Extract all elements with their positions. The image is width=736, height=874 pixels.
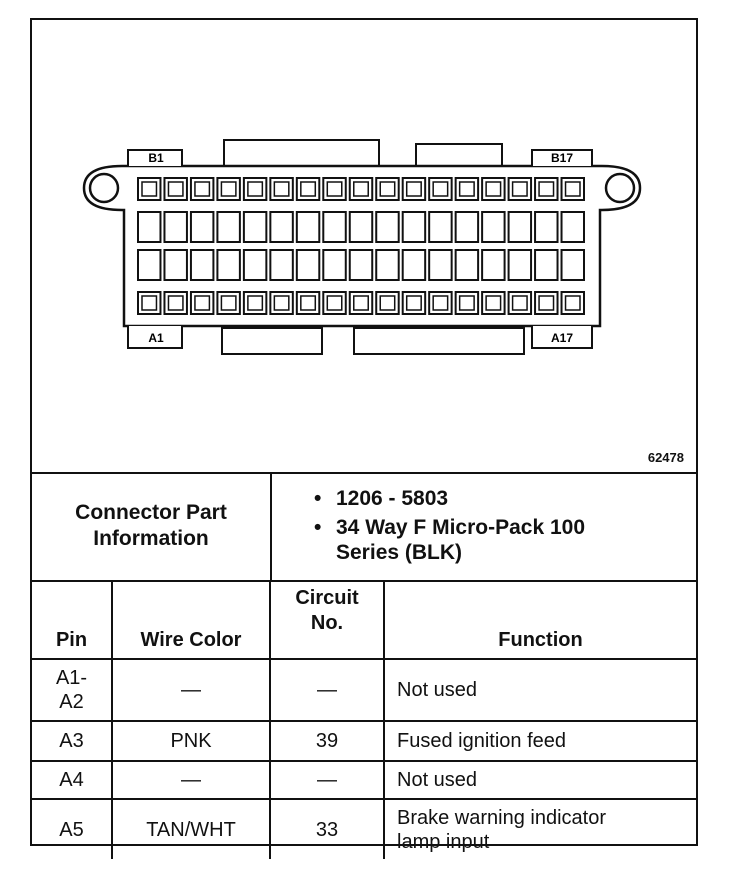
b-row-terminal-contact — [513, 182, 527, 196]
upper-cavity — [376, 212, 398, 242]
upper-cavity — [323, 212, 345, 242]
info-item-description — [272, 515, 692, 565]
lower-cavity — [244, 250, 266, 280]
wire-color-cell: PNK — [112, 721, 270, 761]
lower-cavity — [270, 250, 292, 280]
b-row-terminal-contact — [221, 182, 235, 196]
a-row-terminal-contact — [486, 296, 500, 310]
a-row-terminal-contact — [274, 296, 288, 310]
function-cell — [384, 799, 696, 859]
header-pin: Pin — [32, 580, 112, 659]
lower-cavity — [535, 250, 557, 280]
function-cell — [384, 761, 696, 799]
function-line: Brake warning indicator — [397, 806, 606, 829]
bottom-key-tab-right — [354, 328, 524, 354]
header-function: Function — [384, 580, 696, 659]
label-b1: B1 — [148, 151, 164, 165]
info-label-line-2: Information — [93, 527, 209, 550]
lower-cavity — [562, 250, 584, 280]
info-label — [32, 472, 272, 580]
info-item-part-number — [272, 486, 692, 511]
lower-cavity — [350, 250, 372, 280]
a-row-terminal-contact — [566, 296, 580, 310]
a-row-terminal-contact — [354, 296, 368, 310]
lower-cavity — [138, 250, 160, 280]
pin-cell — [32, 659, 112, 721]
lower-cavity — [297, 250, 319, 280]
table-row — [32, 761, 696, 799]
b-row-terminal-contact — [327, 182, 341, 196]
function-cell — [384, 721, 696, 761]
upper-cavity — [244, 212, 266, 242]
b-row-terminal-contact — [407, 182, 421, 196]
wire-color-cell: — — [112, 761, 270, 799]
b-row-terminal-contact — [354, 182, 368, 196]
lower-cavity — [482, 250, 504, 280]
label-a17: A17 — [550, 331, 574, 345]
header-wire-color: Wire Color — [112, 580, 270, 659]
wire-color-cell: TAN/WHT — [112, 799, 270, 859]
pin-line: A5 — [59, 818, 84, 841]
b-row-terminal-contact — [380, 182, 394, 196]
b-row-terminal-contact — [274, 182, 288, 196]
table-row — [32, 721, 696, 761]
a-row-terminal-contact — [301, 296, 315, 310]
bullet-icon: • — [314, 516, 322, 539]
lower-cavity — [429, 250, 451, 280]
table-row — [32, 659, 696, 721]
figure-number: 62478 — [647, 450, 684, 465]
info-label-line-1: Connector Part — [75, 501, 227, 524]
a-row-terminal-contact — [407, 296, 421, 310]
upper-cavity — [138, 212, 160, 242]
upper-cavity — [429, 212, 451, 242]
pin-table — [32, 580, 696, 859]
mounting-hole-right — [606, 174, 634, 202]
lower-cavity — [191, 250, 213, 280]
lower-cavity — [323, 250, 345, 280]
a-row-terminal-contact — [195, 296, 209, 310]
info-item-line: 34 Way F Micro-Pack 100 — [336, 516, 586, 539]
b-row-terminal-contact — [460, 182, 474, 196]
circuit-cell: — — [270, 659, 384, 721]
circuit-cell: 39 — [270, 721, 384, 761]
upper-cavity — [270, 212, 292, 242]
lower-cavity — [164, 250, 186, 280]
function-line: Not used — [397, 769, 478, 791]
bottom-key-tab-left — [222, 328, 322, 354]
header-circuit — [270, 580, 384, 659]
b-row-terminal-contact — [301, 182, 315, 196]
upper-cavity — [482, 212, 504, 242]
pin-cell — [32, 761, 112, 799]
circuit-cell: — — [270, 761, 384, 799]
b-row-terminal-contact — [248, 182, 262, 196]
connector-part-info — [32, 472, 696, 582]
function-line: Fused ignition feed — [397, 730, 567, 752]
a-row-terminal-contact — [221, 296, 235, 310]
a-row-terminal-contact — [168, 296, 182, 310]
a-row-terminal-contact — [539, 296, 553, 310]
upper-cavity — [535, 212, 557, 242]
upper-cavity — [350, 212, 372, 242]
function-line: lamp input — [397, 830, 490, 853]
wire-color-cell: — — [112, 659, 270, 721]
b-row-terminal-contact — [195, 182, 209, 196]
connector-sheet — [30, 18, 698, 853]
pin-line: A2 — [59, 691, 84, 713]
b-row-terminal-contact — [142, 182, 156, 196]
connector-diagram-panel — [32, 20, 696, 474]
pin-line: A4 — [59, 769, 84, 791]
function-cell — [384, 659, 696, 721]
function-line: Not used — [397, 679, 478, 701]
table-header-row — [32, 580, 696, 659]
a-row-terminal-contact — [248, 296, 262, 310]
upper-cavity — [217, 212, 239, 242]
lower-cavity — [456, 250, 478, 280]
connector-face-drawing — [32, 20, 696, 472]
pin-cell — [32, 721, 112, 761]
b-row-terminal-contact — [486, 182, 500, 196]
lower-cavity — [509, 250, 531, 280]
label-a1: A1 — [148, 331, 164, 345]
b-row-terminal-contact — [433, 182, 447, 196]
info-list — [272, 486, 692, 569]
b-row-terminal-contact — [539, 182, 553, 196]
mounting-hole-left — [90, 174, 118, 202]
b-row-terminal-contact — [566, 182, 580, 196]
a-row-terminal-contact — [142, 296, 156, 310]
lower-cavity — [376, 250, 398, 280]
label-b17: B17 — [550, 151, 574, 165]
bullet-icon: • — [314, 487, 322, 510]
lower-cavity — [403, 250, 425, 280]
pin-cell — [32, 799, 112, 859]
table-row — [32, 799, 696, 859]
pin-line: A1- — [55, 667, 88, 689]
upper-cavity — [191, 212, 213, 242]
upper-cavity — [562, 212, 584, 242]
a-row-terminal-contact — [433, 296, 447, 310]
lower-cavity — [217, 250, 239, 280]
a-row-terminal-contact — [460, 296, 474, 310]
upper-cavity — [456, 212, 478, 242]
a-row-terminal-contact — [327, 296, 341, 310]
info-item-line: Series (BLK) — [336, 541, 463, 564]
a-row-terminal-contact — [513, 296, 527, 310]
upper-cavity — [164, 212, 186, 242]
upper-cavity — [509, 212, 531, 242]
circuit-cell: 33 — [270, 799, 384, 859]
pin-line: A3 — [59, 730, 84, 752]
header-circuit-line-2: No. — [310, 612, 344, 634]
header-circuit-line-1: Circuit — [295, 587, 359, 609]
upper-cavity — [297, 212, 319, 242]
upper-cavity — [403, 212, 425, 242]
info-item-line: 1206 - 5803 — [336, 487, 449, 510]
b-row-terminal-contact — [168, 182, 182, 196]
a-row-terminal-contact — [380, 296, 394, 310]
